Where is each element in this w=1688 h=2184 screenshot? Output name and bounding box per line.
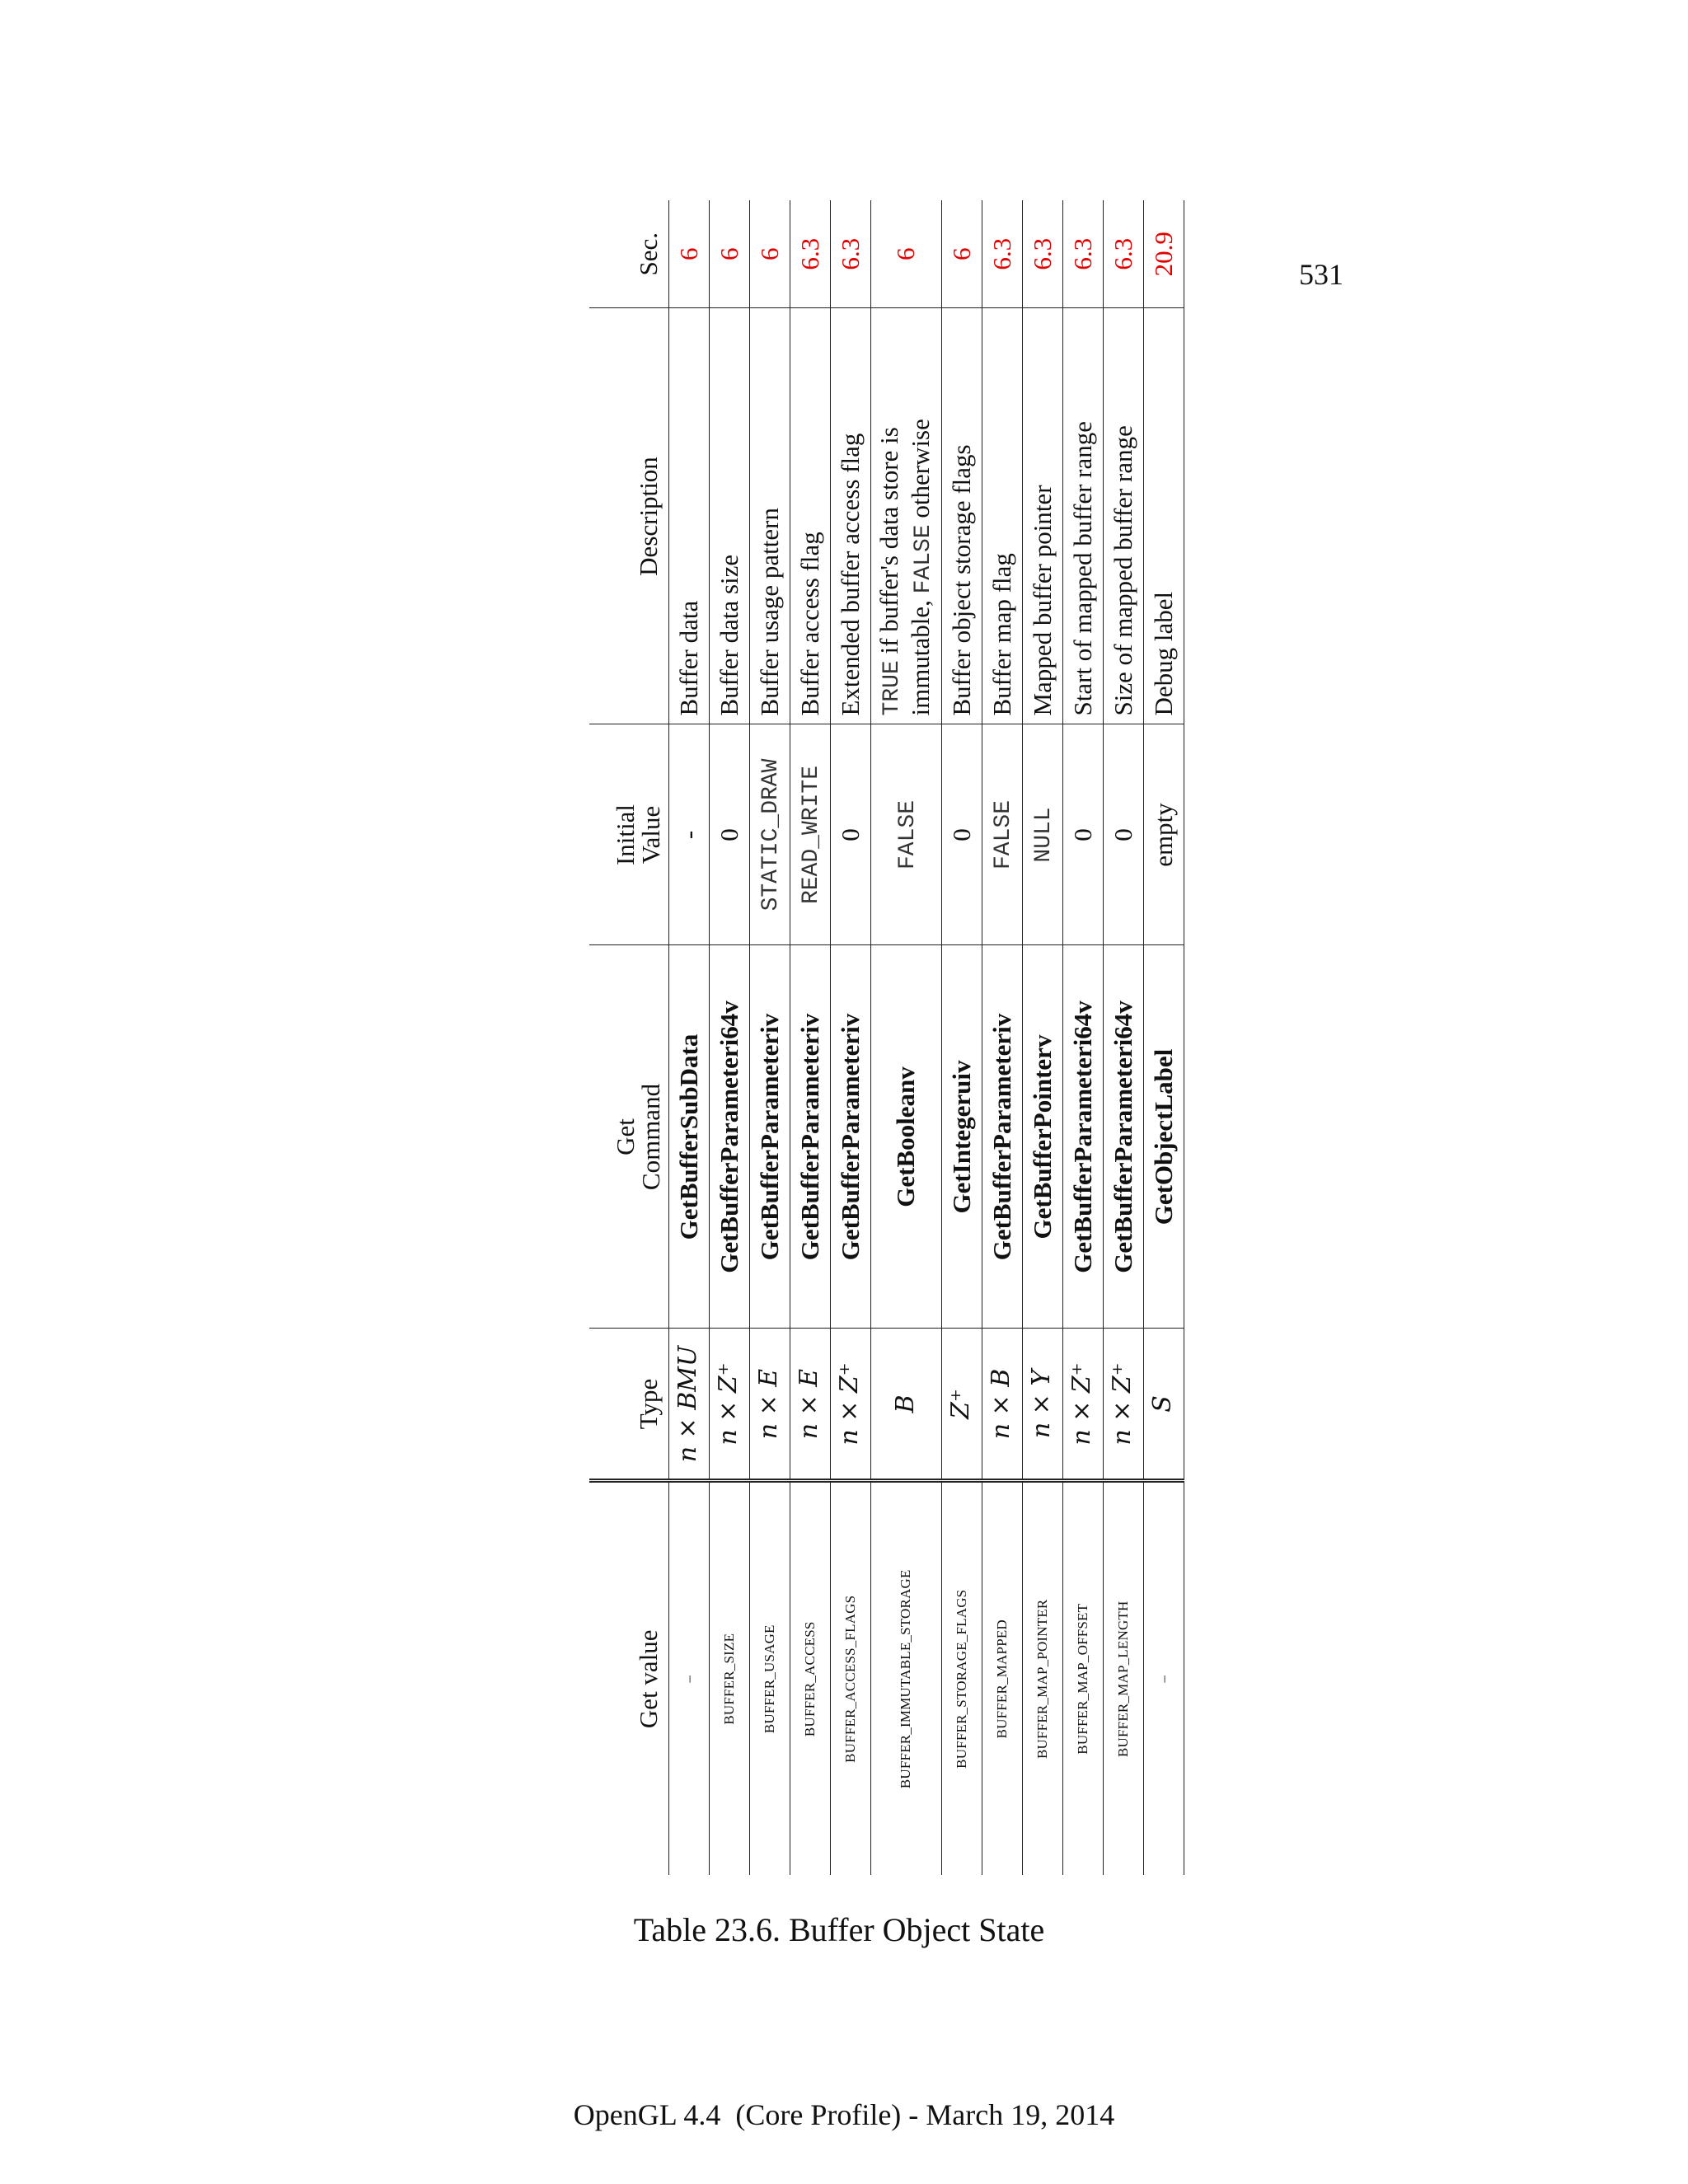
initial-value-text: - [673,830,703,840]
header-get-value: Get value [589,1481,668,1875]
header-initial-value-line1: Initial [610,804,640,866]
cell-type: n × Z⁺ [830,1329,870,1481]
cell-type: Z⁺ [941,1329,982,1481]
cell-section-link[interactable]: 6.3 [790,200,830,308]
table-row [749,200,790,1875]
cell-section-link[interactable]: 20.9 [1143,200,1184,308]
description-text: Extended buffer access flag [835,433,865,716]
description-text: Debug label [1148,591,1178,716]
cell-type: n × B [982,1329,1022,1481]
cell-get-command: GetBufferParameteriv [830,945,870,1329]
description-text: Buffer data size [714,554,743,716]
header-description: Description [589,308,668,724]
description-text: otherwise [906,419,935,525]
page-footer: OpenGL 4.4 (Core Profile) - March 19, 2014 [573,2098,1115,2131]
cell-get-command: GetBufferPointerv [1022,945,1062,1329]
cell-get-value: BUFFER_MAP_OFFSET [1062,1481,1103,1875]
cell-section-link[interactable]: 6.3 [830,200,870,308]
cell-description [870,308,941,724]
cell-type: n × E [790,1329,830,1481]
cell-description [830,308,870,724]
initial-value-text: empty [1148,803,1178,867]
cell-section-link[interactable]: 6 [749,200,790,308]
cell-type: B [870,1329,941,1481]
table-caption: Table 23.6. Buffer Object State [633,1911,1045,1948]
cell-type: n × Z⁺ [1103,1329,1143,1481]
table-row [830,200,870,1875]
cell-type: S [1143,1329,1184,1481]
cell-description [790,308,830,724]
cell-get-command: GetBufferParameteri64v [1062,945,1103,1329]
cell-description [1062,308,1103,724]
cell-get-command: GetBufferParameteri64v [1103,945,1143,1329]
initial-value-text: READ_WRITE [799,765,825,905]
cell-description [1022,308,1062,724]
table-header-row [589,200,668,1875]
table-row [1143,200,1184,1875]
cell-description [1103,308,1143,724]
description-code-text: TRUE [879,660,905,716]
table-row [790,200,830,1875]
description-code-text: FALSE [911,524,936,594]
header-get-command [589,945,668,1329]
cell-get-command: GetBufferParameteri64v [709,945,749,1329]
cell-get-value: BUFFER_SIZE [709,1481,749,1875]
initial-value-text: STATIC_DRAW [758,758,785,912]
cell-get-value: BUFFER_ACCESS [790,1481,830,1875]
cell-get-value: BUFFER_MAP_POINTER [1022,1481,1062,1875]
cell-get-command: GetBufferSubData [668,945,709,1329]
table-row [982,200,1022,1875]
cell-type: n × BMU [668,1329,709,1481]
header-type: Type [589,1329,668,1481]
cell-get-value: BUFFER_STORAGE_FLAGS [941,1481,982,1875]
cell-section-link[interactable]: 6.3 [1022,200,1062,308]
cell-section-link[interactable]: 6.3 [982,200,1022,308]
cell-initial-value [668,724,709,945]
header-section: Sec. [589,200,668,308]
cell-initial-value [1062,724,1103,945]
cell-section-link[interactable]: 6.3 [1103,200,1143,308]
cell-initial-value [749,724,790,945]
description-text: Buffer access flag [795,532,824,716]
cell-get-value: BUFFER_IMMUTABLE_STORAGE [870,1481,941,1875]
header-get-command-line1: Get [610,1118,640,1155]
table-row [668,200,709,1875]
header-get-command-line2: Command [635,1083,665,1191]
cell-get-command: GetBooleanv [870,945,941,1329]
description-text: Buffer map flag [987,553,1016,716]
cell-initial-value [709,724,749,945]
cell-description [709,308,749,724]
cell-type: n × Z⁺ [1062,1329,1103,1481]
table-row [1062,200,1103,1875]
cell-initial-value [790,724,830,945]
table-row [941,200,982,1875]
table-body [668,200,1184,1875]
description-text: Start of mapped buffer range [1067,420,1097,716]
cell-get-command: GetBufferParameteriv [790,945,830,1329]
cell-type: n × E [749,1329,790,1481]
cell-initial-value [870,724,941,945]
cell-initial-value [1022,724,1062,945]
table-row [1103,200,1143,1875]
cell-description [1143,308,1184,724]
cell-description [749,308,790,724]
cell-description [668,308,709,724]
table-row [870,200,941,1875]
table-row [709,200,749,1875]
description-text: Buffer object storage flags [946,444,976,716]
cell-initial-value [1143,724,1184,945]
header-initial-value-line2: Value [635,805,665,865]
cell-get-command: GetBufferParameteriv [749,945,790,1329]
initial-value-text: 0 [1108,828,1137,841]
initial-value-text: 0 [1067,828,1097,841]
cell-get-value: BUFFER_MAP_LENGTH [1103,1481,1143,1875]
cell-type: n × Y [1022,1329,1062,1481]
cell-section-link[interactable]: 6 [668,200,709,308]
table-row [1022,200,1062,1875]
description-text: Mapped buffer pointer [1027,485,1057,716]
description-text: Buffer data [673,600,703,716]
cell-initial-value [982,724,1022,945]
cell-section-link[interactable]: 6 [709,200,749,308]
cell-section-link[interactable]: 6 [870,200,941,308]
cell-initial-value [1103,724,1143,945]
initial-value-text: FALSE [894,800,921,870]
initial-value-text: 0 [946,828,976,841]
cell-initial-value [830,724,870,945]
page-number: 531 [1299,258,1343,291]
description-text: if buffer's data store is immutable, [874,427,935,716]
initial-value-text: 0 [835,828,865,841]
rotated-table-container [589,232,1178,1875]
cell-section-link[interactable]: 6.3 [1062,200,1103,308]
cell-description [982,308,1022,724]
cell-section-link[interactable]: 6 [941,200,982,308]
initial-value-text: NULL [1031,807,1057,863]
cell-get-value: – [1143,1481,1184,1875]
cell-get-value: BUFFER_MAPPED [982,1481,1022,1875]
cell-get-value: – [668,1481,709,1875]
cell-initial-value [941,724,982,945]
initial-value-text: 0 [714,828,743,841]
initial-value-text: FALSE [991,800,1017,870]
cell-get-command: GetBufferParameteriv [982,945,1022,1329]
header-initial-value [589,724,668,945]
cell-type: n × Z⁺ [709,1329,749,1481]
description-text: Buffer usage pattern [754,508,784,716]
cell-get-value: BUFFER_USAGE [749,1481,790,1875]
cell-description [941,308,982,724]
cell-get-command: GetObjectLabel [1143,945,1184,1329]
buffer-object-state-table [589,200,1184,1875]
cell-get-command: GetIntegeruiv [941,945,982,1329]
cell-get-value: BUFFER_ACCESS_FLAGS [830,1481,870,1875]
description-text: Size of mapped buffer range [1108,425,1137,716]
